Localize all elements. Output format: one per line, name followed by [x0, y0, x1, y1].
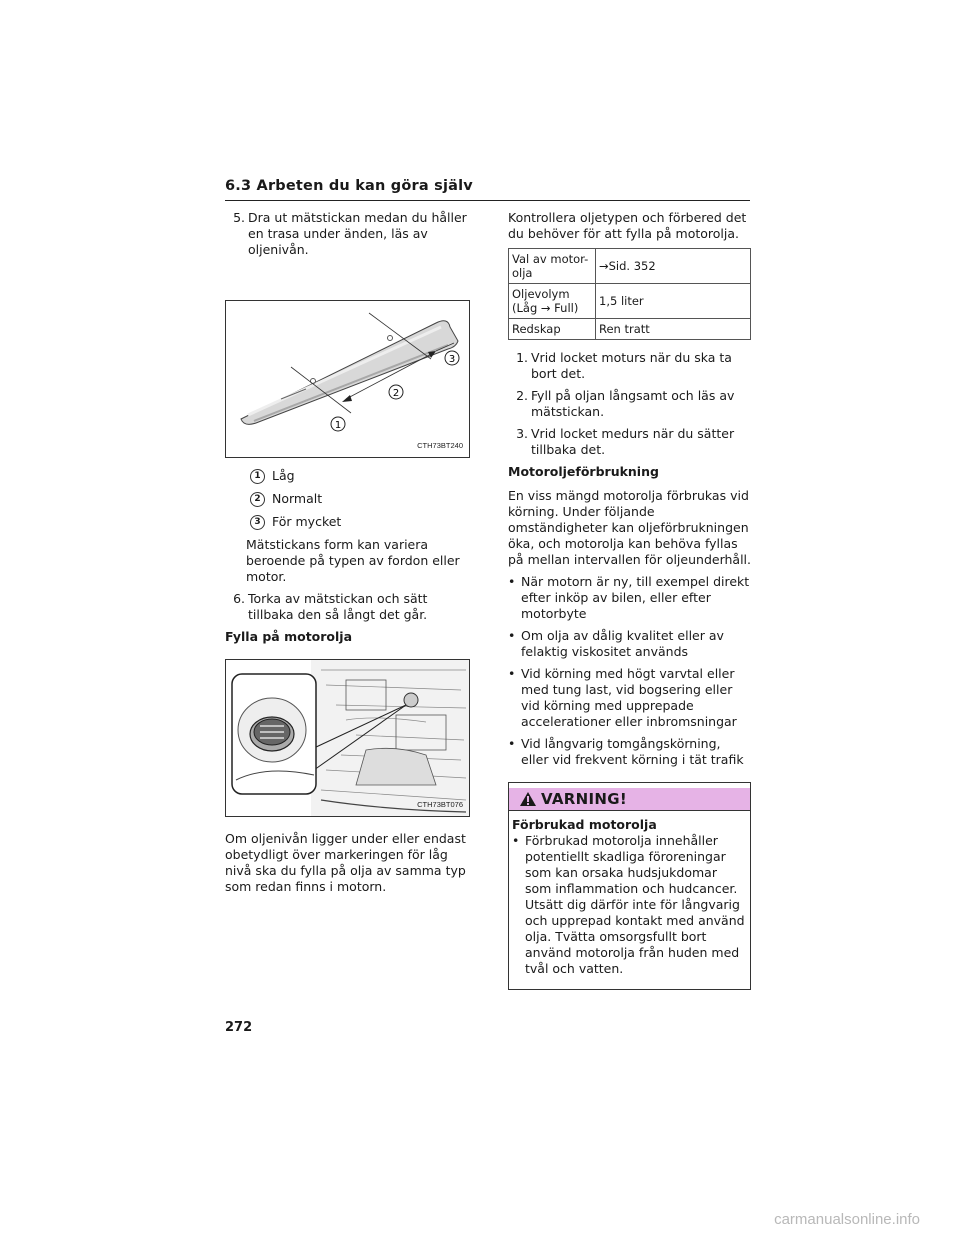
- fill-step-2: [508, 388, 751, 420]
- section-heading: Fylla på motorolja: [225, 629, 353, 644]
- step-text: Fyll på oljan långsamt och läs av mätstickan.: [531, 388, 735, 419]
- legend-item: [250, 468, 470, 484]
- consumption-paragraph: En viss mängd motorolja förbrukas vid körning. Under följande omständigheter kan oljeförbrukningen öka, och motorolja kan behöva fyllas på mellan intervallen för oljeunderhåll.: [508, 488, 751, 567]
- legend-item: [250, 514, 470, 530]
- warning-icon: [519, 791, 537, 807]
- legend-number: 1: [250, 469, 265, 484]
- step-number: 5.: [233, 210, 245, 225]
- legend-label: För mycket: [272, 514, 342, 529]
- table-row: [509, 319, 751, 340]
- dipstick-figure: [225, 300, 470, 458]
- list-item: • Vid körning med högt varvtal eller med tung last, vid bogsering eller vid körning med upprepade accelerationer eller inbromsningar: [508, 666, 751, 730]
- warning-body: [509, 811, 750, 989]
- step-text: Vrid locket moturs när du ska ta bort det.: [531, 350, 732, 381]
- section-heading: Motoroljeförbrukning: [508, 464, 659, 479]
- figure-code: CTH73BT240: [417, 441, 463, 450]
- step-number: 3.: [516, 426, 528, 441]
- table-value: 1,5 liter: [596, 284, 751, 319]
- oil-cap-figure: [225, 659, 470, 817]
- step-6: [225, 591, 470, 623]
- svg-text:2: 2: [392, 388, 400, 399]
- list-item: • När motorn är ny, till exempel direkt efter inköp av bilen, eller efter motorbyte: [508, 574, 750, 621]
- dipstick-note: Mätstickans form kan variera beroende på typen av fordon eller motor.: [246, 537, 460, 584]
- table-key: Val av motor-olja: [509, 249, 596, 284]
- warning-item: • Förbrukad motorolja innehåller potentiellt skadliga föroreningar som kan orsaka hudsjukdomar som inflammation och hudcancer. Utsätt dig därför inte för långvarig och upprepad kontakt med använd olja. Tvätta omsorgsfullt bort använd motorolja från huden med tvål och vatten.: [512, 833, 747, 977]
- fill-step-3: [508, 426, 751, 458]
- fill-step-1: [508, 350, 751, 382]
- warning-label: VARNING!: [541, 790, 627, 808]
- table-key: Oljevolym (Låg → Full): [509, 284, 596, 319]
- section-header: [225, 178, 750, 201]
- warning-text: Förbrukad motorolja innehåller potentiellt skadliga föroreningar som kan orsaka hudsjukdomar som inflammation och hudcancer. Utsätt dig därför inte för långvarig och upprepad kontakt med använd olja. Tvätta omsorgsfullt bort använd motorolja från huden med tvål och vatten.: [525, 833, 745, 976]
- table-row: [509, 284, 751, 319]
- step-number: 2.: [516, 388, 528, 403]
- right-column: [508, 210, 751, 990]
- table-row: [509, 249, 751, 284]
- step-5: [225, 210, 470, 258]
- list-item-text: Vid långvarig tomgångskörning, eller vid frekvent körning i tät trafik: [521, 736, 744, 767]
- section-title: 6.3 Arbeten du kan göra själv: [225, 178, 473, 194]
- table-value: Ren tratt: [596, 319, 751, 340]
- engine-bay-illustration: [226, 660, 469, 816]
- list-item: • Vid långvarig tomgångskörning, eller vid frekvent körning i tät trafik: [508, 736, 751, 768]
- step-number: 6.: [233, 591, 245, 606]
- legend-number: 3: [250, 515, 265, 530]
- list-item-text: När motorn är ny, till exempel direkt efter inköp av bilen, eller efter motorbyte: [521, 574, 750, 621]
- dipstick-illustration: [226, 301, 469, 457]
- warning-header: [509, 788, 750, 811]
- step-text: Torka av mätstickan och sätt tillbaka den så långt det går.: [248, 591, 428, 622]
- svg-text:3: 3: [448, 354, 456, 365]
- table-value: →Sid. 352: [596, 249, 751, 284]
- warning-box: [508, 782, 751, 990]
- list-item-text: Om olja av dålig kvalitet eller av felaktig viskositet används: [521, 628, 724, 659]
- step-number: 1.: [516, 350, 528, 365]
- list-item-text: Vid körning med högt varvtal eller med tung last, vid bogsering eller vid körning med upprepade accelerationer eller inbromsningar: [521, 666, 737, 729]
- legend-number: 2: [250, 492, 265, 507]
- step-text: Dra ut mätstickan medan du håller en trasa under änden, läs av oljenivån.: [248, 210, 467, 257]
- table-key: Redskap: [509, 319, 596, 340]
- page-number: 272: [225, 1020, 253, 1035]
- svg-text:1: 1: [334, 420, 342, 431]
- left-column: [225, 210, 470, 901]
- oil-level-paragraph: Om oljenivån ligger under eller endast obetydligt över markeringen för låg nivå ska du fylla på olja av samma typ som redan finns i motorn.: [225, 831, 466, 894]
- figure-code: CTH73BT076: [417, 800, 463, 809]
- intro-paragraph: Kontrollera oljetypen och förbered det du behöver för att fylla på motorolja.: [508, 210, 747, 241]
- dipstick-legend: [250, 468, 470, 530]
- legend-label: Normalt: [272, 491, 323, 506]
- list-item: • Om olja av dålig kvalitet eller av felaktig viskositet används: [508, 628, 751, 660]
- watermark: carmanualsonline.info: [774, 1211, 920, 1228]
- step-text: Vrid locket medurs när du sätter tillbaka det.: [531, 426, 735, 457]
- legend-item: [250, 491, 470, 507]
- oil-spec-table: [508, 248, 751, 340]
- legend-label: Låg: [272, 468, 295, 483]
- warning-title: Förbrukad motorolja: [512, 817, 657, 832]
